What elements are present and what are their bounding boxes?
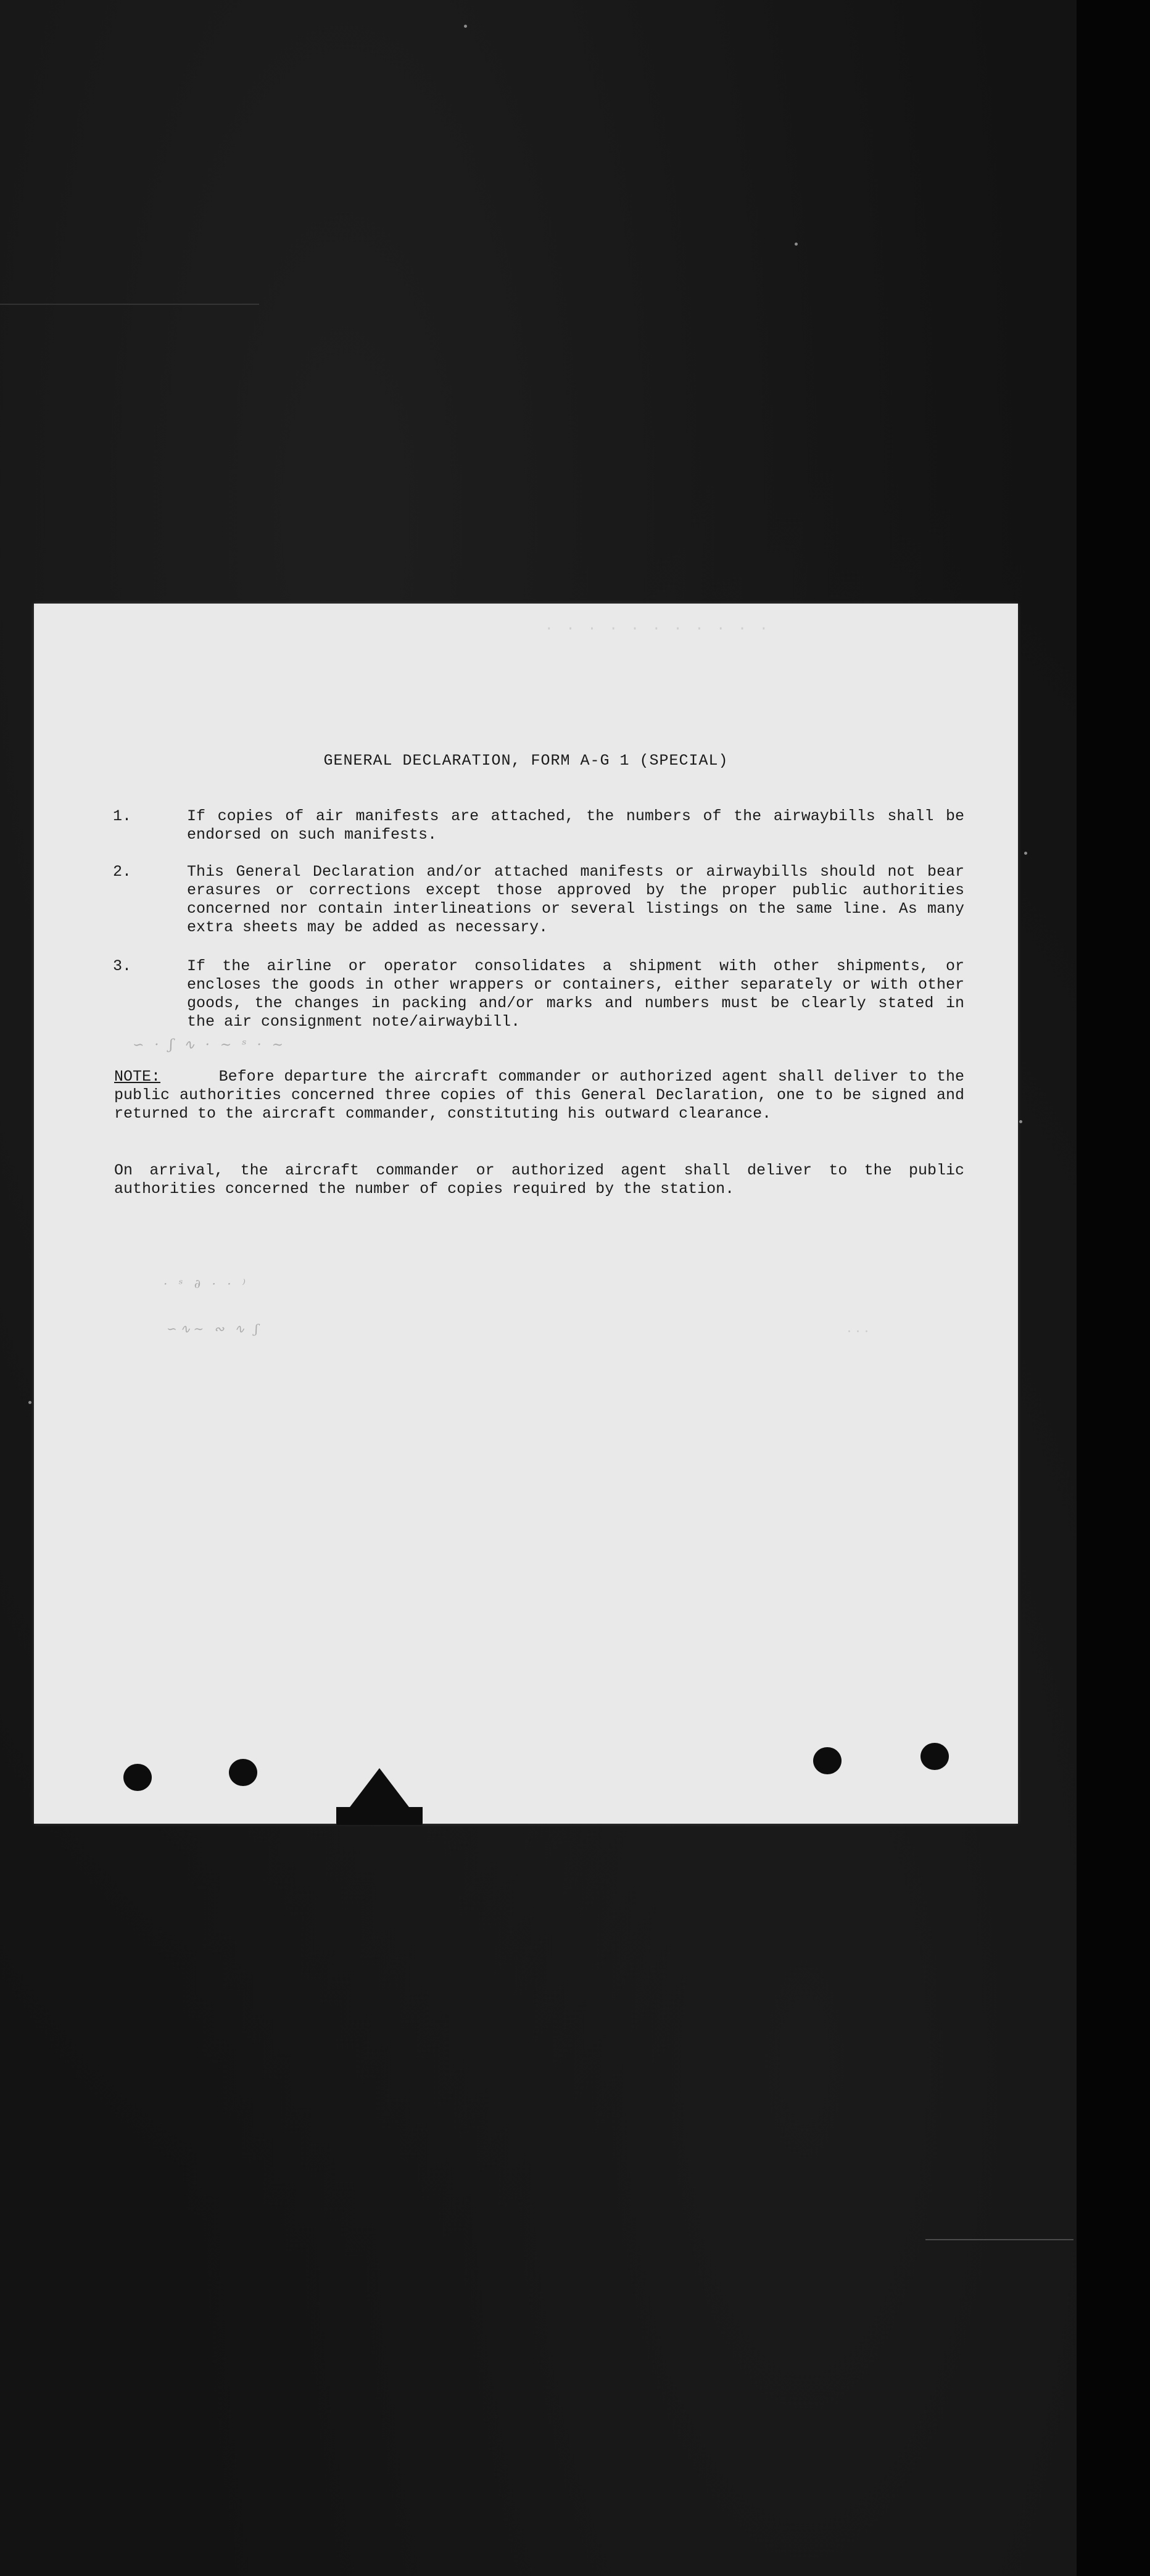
item-text: If the airline or operator consolidates a shipment with other shipments, or encloses the goods in other wrappers or containers, either separately or with other goods, the changes in packing and/or marks and numbers must be clearly stated in the air consignment note/airwaybill. bbox=[187, 957, 964, 1031]
handwritten-mark: ∽∿∼ ∾ ∿ ʃ bbox=[167, 1321, 262, 1336]
dust-speck bbox=[28, 1401, 31, 1404]
note-text: Before departure the aircraft commander or authorized agent shall deliver to the public authorities concerned three copies of this General Declaration, one to be signed and returned to the aircraft commander, constituting his outward clearance. bbox=[114, 1068, 964, 1123]
item-text: If copies of air manifests are attached, the numbers of the airwaybills shall be endorsed on such manifests. bbox=[187, 807, 964, 844]
faint-stamp: · · · bbox=[847, 1324, 869, 1340]
list-item bbox=[113, 863, 964, 937]
dust-speck bbox=[464, 25, 467, 28]
list-item bbox=[113, 807, 964, 844]
binder-notch bbox=[336, 1807, 423, 1824]
item-number: 1. bbox=[113, 807, 132, 825]
item-number: 2. bbox=[113, 863, 132, 881]
document-page bbox=[34, 604, 1018, 1824]
punch-hole bbox=[813, 1747, 842, 1774]
film-edge bbox=[1077, 0, 1150, 2576]
handwritten-annotation: ∽ · ʃ ∿ · ~ ˢ · ~ bbox=[133, 1037, 287, 1053]
scratch-mark bbox=[925, 2239, 1073, 2240]
item-number: 3. bbox=[113, 957, 132, 975]
arrival-paragraph: On arrival, the aircraft commander or authorized agent shall deliver to the public authorities concerned the number of copies required by the station. bbox=[114, 1161, 964, 1198]
dust-speck bbox=[795, 243, 798, 246]
dust-speck bbox=[1024, 852, 1027, 855]
scratch-mark bbox=[0, 304, 259, 305]
list-item bbox=[113, 957, 964, 1031]
punch-hole bbox=[920, 1743, 949, 1770]
note-paragraph bbox=[114, 1068, 964, 1123]
bleed-through-text: · · · · · · · · · · · bbox=[542, 621, 768, 638]
punch-hole bbox=[123, 1764, 152, 1791]
document-title: GENERAL DECLARATION, FORM A-G 1 (SPECIAL) bbox=[323, 752, 729, 770]
dust-speck bbox=[1019, 1120, 1022, 1123]
punch-hole bbox=[229, 1759, 257, 1786]
note-label: NOTE: bbox=[114, 1068, 161, 1086]
handwritten-mark: · ˢ ∂ · · ⁾ bbox=[163, 1276, 249, 1291]
item-text: This General Declaration and/or attached manifests or airwaybills should not bear erasures or corrections except those approved by the proper public authorities concerned nor contain interlineations or several listings on the same line. As many extra sheets may be added as necessary. bbox=[187, 863, 964, 936]
